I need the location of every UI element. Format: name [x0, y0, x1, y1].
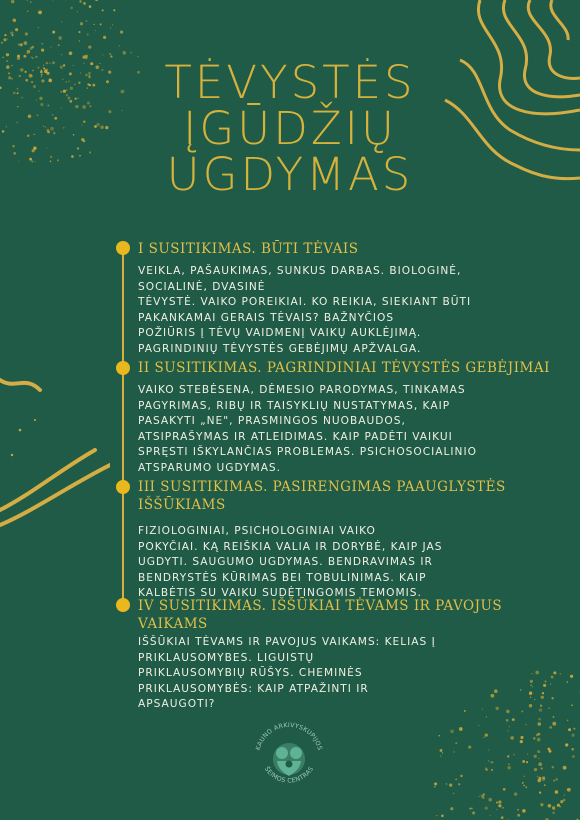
gold-dust-speck	[17, 55, 20, 58]
gold-dust-speck	[514, 792, 518, 796]
gold-dust-speck	[450, 729, 454, 733]
gold-dust-speck	[61, 54, 62, 55]
gold-dust-speck	[436, 815, 437, 816]
gold-dust-speck	[93, 24, 94, 25]
gold-dust-speck	[1, 42, 3, 44]
gold-dust-speck	[449, 784, 452, 787]
gold-dust-speck	[485, 807, 488, 810]
body-line: SPRĘSTI IŠKYLANČIAS PROBLEMAS. PSICHOSOCIALINIO	[138, 446, 477, 458]
session-2-title	[138, 359, 558, 377]
gold-dust-speck	[25, 32, 28, 35]
gold-dust-speck	[498, 804, 501, 807]
gold-dust-speck	[525, 724, 526, 725]
family-center-logo	[248, 716, 330, 798]
body-line: VEIKLA, PAŠAUKIMAS, SUNKUS DARBAS. BIOLOGINĖ,	[138, 265, 462, 277]
gold-dust-speck	[507, 730, 508, 731]
gold-dust-speck	[38, 27, 39, 28]
gold-dust-speck	[507, 755, 509, 757]
session-title-line: I SUSITIKIMAS. BŪTI TĖVAIS	[138, 241, 359, 257]
session-4-body	[138, 635, 558, 713]
gold-dust-speck	[572, 734, 575, 737]
gold-dust-speck	[490, 761, 492, 763]
body-line: KALBĖTIS SU VAIKU SUDĖTINGOMIS TEMOMIS.	[138, 587, 422, 599]
gold-dust-speck	[537, 779, 541, 783]
gold-dust-speck	[548, 748, 551, 751]
gold-dust-speck	[560, 673, 561, 674]
gold-dust-speck	[571, 748, 574, 751]
body-line: APSAUGOTI?	[138, 698, 216, 710]
gold-dust-speck	[520, 736, 523, 739]
gold-dust-speck	[517, 814, 520, 817]
gold-dust-speck	[85, 55, 88, 58]
gold-dust-speck	[102, 54, 103, 55]
body-line: BENDRYSTĖS KŪRIMAS BEI TOBULINIMAS. KAIP	[138, 571, 427, 584]
session-2	[138, 359, 558, 476]
gold-dust-speck	[41, 49, 44, 52]
gold-dust-speck	[512, 718, 515, 721]
gold-dust-speck	[441, 815, 444, 818]
gold-dust-speck	[38, 11, 42, 15]
session-1-body	[138, 264, 558, 357]
gold-dust-speck	[112, 24, 113, 25]
timeline-dot-3	[116, 480, 130, 494]
gold-dust-speck	[110, 27, 111, 28]
session-4-title	[138, 597, 558, 633]
gold-dust-speck	[552, 766, 554, 768]
gold-dust-speck	[58, 44, 60, 46]
gold-dust-speck	[58, 36, 62, 40]
timeline-dot-1	[116, 241, 130, 255]
gold-dust-speck	[539, 791, 541, 793]
body-line: POŽIŪRIS Į TĖVŲ VAIDMENĮ VAIKŲ AUKLĖJIMĄ.	[138, 327, 422, 339]
gold-dust-speck	[18, 43, 20, 45]
body-line: SOCIALINĖ, DVASINĖ	[138, 280, 266, 293]
gold-dust-speck	[538, 762, 542, 766]
gold-dust-speck	[523, 785, 525, 787]
body-line: POKYČIAI. KĄ REIŠKIA VALIA IR DORYBĖ, KAIP JAS	[138, 540, 443, 553]
gold-dust-speck	[27, 10, 28, 11]
gold-dust-speck	[503, 788, 506, 791]
gold-dust-speck	[520, 740, 523, 743]
gold-dust-speck	[526, 761, 528, 763]
gold-dust-speck	[434, 786, 436, 788]
timeline-line	[122, 252, 124, 602]
gold-dust-speck	[488, 750, 489, 751]
gold-dust-speck	[120, 31, 123, 34]
gold-dust-speck	[95, 0, 98, 1]
gold-dust-speck	[553, 780, 555, 782]
gold-dust-speck	[440, 749, 443, 752]
gold-dust-speck	[2, 57, 3, 58]
body-line: PRIKLAUSOMYBĖS: KAIP ATPAŽINTI IR	[138, 682, 369, 695]
gold-dust-speck	[119, 45, 120, 46]
gold-dust-speck	[86, 20, 88, 22]
session-1-title	[138, 240, 558, 258]
gold-dust-speck	[517, 809, 519, 811]
gold-dust-speck	[571, 704, 573, 706]
gold-dust-speck	[478, 796, 479, 797]
gold-dust-speck	[440, 756, 441, 757]
gold-dust-speck	[50, 46, 51, 47]
gold-dust-speck	[498, 800, 501, 803]
gold-dust-speck	[538, 718, 541, 721]
title-line-3: UGDYMAS	[166, 148, 414, 201]
gold-dust-speck	[513, 754, 515, 756]
gold-dust-speck	[61, 21, 62, 22]
gold-dust-speck	[137, 56, 139, 58]
session-3-title	[138, 478, 558, 514]
gold-dust-speck	[79, 40, 81, 42]
gold-dust-speck	[533, 737, 535, 739]
gold-dust-speck	[544, 784, 546, 786]
gold-dust-speck	[110, 55, 112, 57]
gold-dust-speck	[567, 681, 568, 682]
gold-dust-speck	[506, 719, 509, 722]
gold-dust-speck	[11, 0, 15, 3]
gold-dust-speck	[27, 0, 28, 1]
gold-dust-speck	[78, 31, 80, 33]
title-line-1: TĖVYSTĖS	[164, 56, 416, 109]
body-line: PRIKLAUSOMYBES. LIGUISTŲ	[138, 651, 315, 664]
body-line: PAGRINDINIŲ TĖVYSTĖS GEBĖJIMŲ APŽVALGA.	[138, 342, 422, 355]
gold-dust-speck	[109, 53, 111, 55]
gold-dust-speck	[522, 809, 525, 812]
gold-dust-speck	[563, 799, 566, 802]
gold-dust-speck	[488, 798, 492, 802]
gold-dust-speck	[501, 816, 504, 819]
session-3-body	[138, 524, 558, 602]
body-line: FIZIOLOGINIAI, PSICHOLOGINIAI VAIKO	[138, 525, 376, 537]
session-2-body	[138, 383, 558, 476]
gold-dust-speck	[100, 23, 102, 25]
gold-dust-speck	[10, 31, 13, 34]
gold-dust-speck	[102, 9, 104, 11]
gold-dust-speck	[486, 716, 487, 717]
family-heart-icon	[273, 743, 305, 776]
body-line: UGDYTI. SAUGUMO UGDYMAS. BENDRAVIMAS IR	[138, 556, 433, 568]
gold-dust-speck	[80, 22, 83, 25]
gold-dust-speck	[540, 803, 543, 806]
gold-dust-speck	[525, 786, 527, 788]
gold-dust-speck	[24, 41, 28, 45]
gold-dust-speck	[442, 752, 443, 753]
gold-dust-speck	[508, 763, 510, 765]
gold-dust-speck	[496, 801, 498, 803]
body-line: PAGYRIMAS, RIBŲ IR TAISYKLIŲ NUSTATYMAS, KAIP	[138, 399, 451, 412]
gold-dust-speck	[557, 804, 560, 807]
gold-dust-speck	[15, 28, 18, 31]
timeline-dot-4	[116, 598, 130, 612]
logo-bottom-text: ŠEIMOS CENTRAS	[262, 765, 316, 785]
gold-dust-speck	[4, 34, 6, 36]
gold-dust-speck	[537, 750, 540, 753]
gold-dust-speck	[488, 760, 489, 761]
gold-dust-speck	[35, 56, 37, 58]
gold-dust-speck	[13, 19, 17, 23]
gold-dust-speck	[454, 751, 455, 752]
gold-dust-speck	[572, 755, 575, 758]
gold-dust-speck	[549, 726, 552, 729]
gold-dust-speck	[490, 815, 491, 816]
gold-dust-speck	[555, 778, 558, 781]
gold-dust-speck	[88, 45, 91, 48]
timeline-dot-2	[116, 361, 130, 375]
gold-dust-speck	[69, 51, 73, 55]
body-line: VAIKO STEBĖSENA, DĖMESIO PARODYMAS, TINKAMAS	[138, 384, 466, 396]
session-3	[138, 478, 558, 602]
gold-dust-speck	[537, 776, 539, 778]
body-line: IŠŠŪKIAI TĖVAMS IR PAVOJUS VAIKAMS: KELIAS Į	[138, 636, 436, 648]
gold-dust-speck	[522, 782, 524, 784]
gold-dust-speck	[491, 769, 493, 771]
gold-dust-speck	[469, 808, 471, 810]
logo-top-text: KAUNO ARKIVYSKUPIJOS	[254, 721, 324, 752]
gold-dust-speck	[567, 720, 569, 722]
gold-dust-speck	[434, 782, 437, 785]
gold-dust-speck	[87, 33, 89, 35]
gold-dust-speck	[573, 728, 575, 730]
session-title-line: VAIKAMS	[138, 616, 208, 632]
gold-dust-speck	[542, 776, 545, 779]
gold-dust-speck	[77, 11, 78, 12]
gold-dust-speck	[32, 57, 34, 59]
gold-dust-speck	[523, 776, 524, 777]
gold-dust-speck	[552, 722, 556, 726]
title-line-2: ĮGŪDŽIŲ	[183, 102, 397, 155]
gold-dust-speck	[502, 807, 504, 809]
gold-dust-speck	[496, 809, 497, 810]
body-line: PAKANKAMAI GERAIS TĖVAIS? BAŽNYČIOS	[138, 311, 395, 324]
gold-dust-speck	[538, 722, 542, 726]
gold-dust-speck	[3, 38, 6, 41]
gold-dust-speck	[552, 806, 555, 809]
session-title-line: II SUSITIKIMAS. PAGRINDINIAI TĖVYSTĖS GEBĖJIMAI	[138, 360, 550, 376]
gold-dust-speck	[31, 56, 32, 57]
session-4	[138, 597, 558, 713]
gold-dust-speck	[510, 736, 514, 740]
gold-dust-speck	[527, 753, 528, 754]
poster-title	[0, 56, 580, 201]
gold-dust-speck	[522, 760, 525, 763]
gold-swirl-left	[0, 360, 110, 530]
gold-dust-speck	[472, 811, 475, 814]
gold-dust-speck	[507, 766, 511, 770]
gold-dust-speck	[42, 43, 43, 44]
gold-dust-speck	[481, 794, 484, 797]
gold-dust-speck	[536, 734, 538, 736]
gold-dust-speck	[483, 737, 484, 738]
gold-dust-speck	[455, 742, 457, 744]
gold-dust-speck	[123, 51, 127, 55]
gold-dust-speck	[552, 811, 555, 814]
gold-dust-speck	[538, 758, 539, 759]
body-line: PASAKYTI „NE", PRASMINGOS NUOBAUDOS,	[138, 415, 406, 427]
gold-dust-speck	[565, 743, 568, 746]
gold-dust-speck	[471, 808, 473, 810]
body-line: ATSIPRAŠYMAS IR ATLEIDIMAS. KAIP PADĖTI VAIKUI	[138, 430, 453, 443]
gold-dust-speck	[95, 30, 96, 31]
body-line: TĖVYSTĖ. VAIKO POREIKIAI. KO REIKIA, SIEKIANT BŪTI	[138, 296, 472, 308]
session-title-line: III SUSITIKIMAS. PASIRENGIMAS PAAUGLYSTĖS	[138, 479, 506, 495]
gold-dust-speck	[563, 766, 567, 770]
session-1	[138, 240, 558, 357]
gold-dust-speck	[570, 675, 573, 678]
gold-dust-speck	[468, 746, 471, 749]
gold-dust-speck	[455, 779, 457, 781]
gold-dust-speck	[459, 727, 463, 731]
gold-dust-speck	[478, 725, 479, 726]
gold-dust-speck	[567, 789, 569, 791]
gold-dust-speck	[548, 804, 552, 808]
gold-dust-speck	[52, 31, 55, 34]
gold-dust-speck	[560, 800, 563, 803]
gold-dust-speck	[27, 53, 28, 54]
gold-dust-speck	[30, 1, 32, 3]
gold-dust-speck	[509, 726, 510, 727]
body-line: PRIKLAUSOMYBIŲ RŪŠYS. CHEMINĖS	[138, 667, 363, 679]
gold-dust-speck	[485, 733, 488, 736]
gold-dust-speck	[555, 790, 559, 794]
gold-dust-speck	[20, 43, 23, 46]
gold-dust-speck	[564, 794, 565, 795]
gold-dust-speck	[450, 807, 453, 810]
gold-dust-speck	[83, 2, 86, 5]
gold-dust-speck	[537, 738, 541, 742]
session-title-line: IV SUSITIKIMAS. IŠŠŪKIAI TĖVAMS IR PAVOJUS	[138, 598, 503, 614]
gold-dust-speck	[534, 755, 537, 758]
gold-dust-speck	[460, 775, 463, 778]
gold-dust-speck	[486, 769, 488, 771]
gold-dust-speck	[30, 47, 33, 50]
gold-dust-speck	[568, 728, 571, 731]
gold-dust-speck	[7, 38, 8, 39]
gold-dust-speck	[458, 783, 460, 785]
body-line: ATSPARUMO UGDYMAS.	[138, 461, 282, 474]
gold-dust-speck	[103, 36, 106, 39]
gold-dust-speck	[89, 5, 92, 8]
gold-dust-speck	[453, 793, 454, 794]
gold-dust-speck	[130, 52, 132, 54]
gold-dust-speck	[541, 767, 543, 769]
gold-dust-speck	[446, 783, 447, 784]
gold-dust-speck	[534, 768, 537, 771]
gold-dust-speck	[6, 53, 9, 56]
session-title-line: IŠŠŪKIAMS	[138, 497, 226, 513]
gold-dust-speck	[553, 716, 555, 718]
gold-dust-speck	[79, 0, 81, 2]
gold-dust-speck	[23, 55, 26, 58]
gold-dust-speck	[70, 7, 73, 10]
gold-dust-speck	[439, 735, 440, 736]
gold-dust-speck	[113, 9, 115, 11]
